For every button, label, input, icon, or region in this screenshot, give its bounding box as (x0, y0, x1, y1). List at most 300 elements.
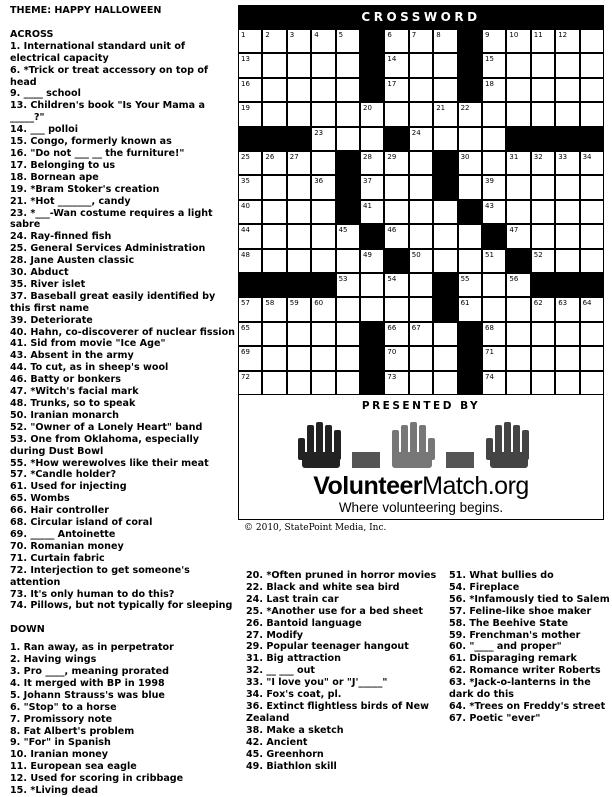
clue-item: 12. Used for scoring in cribbage (10, 773, 184, 785)
grid-cell[interactable] (506, 78, 530, 102)
grid-cell[interactable] (360, 297, 384, 321)
grid-block (238, 273, 262, 297)
cell-number: 66 (387, 323, 397, 332)
grid-block (458, 78, 482, 102)
cell-number: 65 (241, 323, 250, 332)
cell-number: 23 (314, 128, 324, 137)
cell-number: 63 (558, 299, 568, 308)
grid-cell[interactable] (287, 175, 311, 199)
grid-cell[interactable] (360, 273, 384, 297)
cell-number: 8 (436, 31, 441, 39)
grid-cell[interactable] (238, 249, 262, 273)
cell-number: 47 (509, 226, 519, 235)
clue-item: 42. Ancient (246, 736, 308, 748)
grid-cell[interactable] (311, 249, 335, 273)
clue-item: 49. Biathlon skill (246, 760, 337, 772)
grid-cell[interactable] (336, 249, 360, 273)
down-heading: DOWN (10, 624, 45, 636)
grid-cell[interactable] (531, 297, 555, 321)
grid-cell[interactable] (482, 127, 506, 151)
grid-cell[interactable] (555, 53, 579, 77)
grid-cell[interactable] (262, 151, 286, 175)
grid-cell[interactable] (580, 371, 604, 395)
grid-cell[interactable] (409, 151, 433, 175)
grid-cell[interactable] (433, 200, 457, 224)
grid-cell[interactable] (287, 249, 311, 273)
cell-number: 31 (509, 153, 519, 161)
grid-cell[interactable] (580, 151, 604, 175)
grid-cell[interactable] (262, 175, 286, 199)
grid-cell[interactable] (409, 249, 433, 273)
grid-cell[interactable] (555, 151, 579, 175)
grid-cell[interactable] (384, 273, 408, 297)
grid-cell[interactable] (458, 224, 482, 248)
cell-number: 69 (241, 348, 250, 357)
cell-number: 44 (241, 226, 250, 235)
down-clue-list-1 (10, 642, 236, 797)
grid-cell[interactable] (360, 127, 384, 151)
grid-block (458, 53, 482, 77)
clue-item: 73. It's only human to do this? (10, 588, 175, 600)
clue-item: 29. Popular teenager hangout (246, 641, 409, 653)
grid-cell[interactable] (506, 322, 530, 346)
cell-number: 3 (289, 31, 295, 39)
grid-cell[interactable] (531, 151, 555, 175)
grid-cell[interactable] (384, 297, 408, 321)
grid-cell[interactable] (384, 224, 408, 248)
grid-cell[interactable] (458, 102, 482, 126)
grid-cell[interactable] (506, 200, 530, 224)
grid-cell[interactable] (384, 346, 408, 370)
cell-number: 68 (485, 323, 494, 332)
grid-cell[interactable] (580, 249, 604, 273)
grid-cell[interactable] (384, 29, 408, 53)
grid-cell[interactable] (531, 249, 555, 273)
grid-cell[interactable] (262, 200, 286, 224)
grid-cell[interactable] (238, 78, 262, 102)
grid-cell[interactable] (433, 224, 457, 248)
grid-cell[interactable] (409, 53, 433, 77)
grid-cell[interactable] (580, 297, 604, 321)
grid-cell[interactable] (360, 249, 384, 273)
clue-item: 38. Make a sketch (246, 724, 344, 736)
grid-cell[interactable] (262, 224, 286, 248)
grid-cell[interactable] (482, 297, 506, 321)
cell-number: 73 (387, 372, 397, 381)
grid-cell[interactable] (311, 322, 335, 346)
grid-cell[interactable] (409, 200, 433, 224)
grid-cell[interactable] (506, 29, 530, 53)
grid-cell[interactable] (262, 78, 286, 102)
grid-block (458, 371, 482, 395)
grid-cell[interactable] (409, 29, 433, 53)
grid-cell[interactable] (458, 297, 482, 321)
cell-number: 70 (387, 348, 397, 357)
grid-cell[interactable] (482, 175, 506, 199)
cell-number: 29 (387, 153, 397, 161)
grid-cell[interactable] (238, 200, 262, 224)
grid-cell[interactable] (262, 346, 286, 370)
grid-cell[interactable] (555, 297, 579, 321)
grid-cell[interactable] (531, 78, 555, 102)
grid-cell[interactable] (287, 29, 311, 53)
clue-item: 61. Used for injecting (10, 481, 127, 493)
grid-cell[interactable] (384, 53, 408, 77)
down-clue-list-2 (246, 570, 446, 772)
clue-item: 52. "Owner of a Lonely Heart" band (10, 421, 203, 433)
grid-cell[interactable] (458, 273, 482, 297)
grid-cell[interactable] (311, 102, 335, 126)
grid-cell[interactable] (506, 297, 530, 321)
grid-cell[interactable] (555, 224, 579, 248)
clue-item: 13. Children's book "Is Your Mama a _____?" (10, 100, 205, 124)
grid-cell[interactable] (531, 53, 555, 77)
clue-item: 63. *Jack-o-lanterns in the dark do this (449, 677, 591, 701)
clue-item: 47. *Witch's facial mark (10, 386, 139, 398)
cell-number: 41 (363, 201, 372, 210)
grid-cell[interactable] (433, 78, 457, 102)
grid-block (336, 175, 360, 199)
grid-cell[interactable] (482, 249, 506, 273)
cell-number: 56 (509, 275, 519, 283)
across-clue-list (10, 41, 236, 613)
clue-item: 40. Hahn, co-discoverer of nuclear fission (10, 326, 235, 338)
clue-item: 9. ____ school (10, 88, 81, 100)
grid-cell[interactable] (433, 53, 457, 77)
clue-item: 65. Wombs (10, 493, 70, 505)
grid-cell[interactable] (506, 151, 530, 175)
grid-cell[interactable] (238, 102, 262, 126)
cell-number: 53 (338, 275, 348, 283)
grid-cell[interactable] (482, 102, 506, 126)
grid-cell[interactable] (531, 224, 555, 248)
grid-cell[interactable] (409, 78, 433, 102)
grid-cell[interactable] (384, 175, 408, 199)
cell-number: 22 (460, 104, 470, 113)
grid-cell[interactable] (287, 78, 311, 102)
grid-cell[interactable] (262, 371, 286, 395)
grid-cell[interactable] (531, 371, 555, 395)
clue-item: 3. Pro ____, meaning prorated (10, 666, 170, 678)
grid-cell[interactable] (336, 29, 360, 53)
clue-item: 17. Belonging to us (10, 159, 116, 171)
grid-cell[interactable] (262, 297, 286, 321)
grid-cell[interactable] (409, 273, 433, 297)
cell-number: 24 (411, 128, 421, 137)
cell-number: 26 (265, 153, 275, 161)
grid-cell[interactable] (311, 127, 335, 151)
cell-number: 72 (241, 372, 250, 381)
grid-cell[interactable] (336, 127, 360, 151)
grid-cell[interactable] (336, 53, 360, 77)
grid-cell[interactable] (262, 29, 286, 53)
clue-item: 6. *Trick or treat accessory on top of head (10, 64, 209, 88)
grid-cell[interactable] (238, 224, 262, 248)
clue-item: 32. __ ___ out (246, 665, 316, 677)
cell-number: 54 (387, 275, 397, 283)
grid-cell[interactable] (287, 53, 311, 77)
grid-cell[interactable] (384, 151, 408, 175)
clue-item: 25. General Services Administration (10, 243, 206, 255)
grid-cell[interactable] (580, 78, 604, 102)
grid-cell[interactable] (433, 371, 457, 395)
grid-cell[interactable] (262, 322, 286, 346)
grid-cell[interactable] (482, 53, 506, 77)
cell-number: 20 (363, 104, 372, 113)
clue-item: 15. *Living dead (10, 785, 99, 797)
grid-cell[interactable] (433, 249, 457, 273)
clue-item: 51. What bullies do (449, 570, 554, 581)
grid-cell[interactable] (580, 102, 604, 126)
grid-cell[interactable] (311, 200, 335, 224)
grid-cell[interactable] (311, 29, 335, 53)
grid-cell[interactable] (336, 346, 360, 370)
cell-number: 61 (460, 299, 470, 308)
grid-cell[interactable] (433, 127, 457, 151)
cell-number: 21 (436, 104, 446, 113)
grid-cell[interactable] (360, 151, 384, 175)
cell-number: 9 (485, 31, 490, 39)
grid-cell[interactable] (287, 151, 311, 175)
cell-number: 4 (314, 31, 319, 39)
grid-cell[interactable] (555, 200, 579, 224)
grid-cell[interactable] (506, 371, 530, 395)
grid-cell[interactable] (409, 322, 433, 346)
grid-cell[interactable] (384, 371, 408, 395)
grid-block (360, 371, 384, 395)
grid-cell[interactable] (311, 53, 335, 77)
grid-cell[interactable] (409, 102, 433, 126)
clue-item: 25. *Another use for a bed sheet (246, 605, 423, 617)
cell-number: 12 (558, 31, 568, 39)
grid-cell[interactable] (580, 175, 604, 199)
grid-cell[interactable] (458, 151, 482, 175)
grid-cell[interactable] (409, 346, 433, 370)
grid-block (531, 127, 555, 151)
grid-cell[interactable] (238, 151, 262, 175)
grid-cell[interactable] (555, 102, 579, 126)
cell-number: 51 (485, 250, 494, 259)
grid-cell[interactable] (336, 102, 360, 126)
grid-cell[interactable] (311, 78, 335, 102)
grid-cell[interactable] (384, 102, 408, 126)
grid-cell[interactable] (384, 322, 408, 346)
clue-item: 71. Curtain fabric (10, 552, 105, 564)
cell-number: 27 (289, 153, 299, 161)
grid-cell[interactable] (506, 346, 530, 370)
grid-cell[interactable] (238, 371, 262, 395)
grid-block (580, 127, 604, 151)
grid-cell[interactable] (336, 297, 360, 321)
grid-cell[interactable] (311, 224, 335, 248)
grid-cell[interactable] (531, 322, 555, 346)
cell-number: 14 (387, 55, 397, 64)
grid-block (506, 249, 530, 273)
grid-cell[interactable] (482, 200, 506, 224)
clue-item: 1. International standard unit of electrical capacity (10, 40, 186, 64)
grid-cell[interactable] (580, 200, 604, 224)
grid-cell[interactable] (360, 200, 384, 224)
cell-number: 67 (411, 323, 421, 332)
grid-cell[interactable] (506, 273, 530, 297)
grid-cell[interactable] (580, 322, 604, 346)
grid-block (384, 127, 408, 151)
grid-cell[interactable] (360, 175, 384, 199)
grid-cell[interactable] (555, 346, 579, 370)
clue-item: 54. Fireplace (449, 581, 520, 593)
grid-cell[interactable] (262, 249, 286, 273)
grid-cell[interactable] (384, 200, 408, 224)
grid-cell[interactable] (336, 322, 360, 346)
grid-cell[interactable] (531, 29, 555, 53)
clue-item: 19. *Bram Stoker's creation (10, 183, 160, 195)
cell-number: 17 (387, 79, 397, 88)
grid-block (433, 273, 457, 297)
grid-block (433, 175, 457, 199)
grid-cell[interactable] (336, 371, 360, 395)
grid-cell[interactable] (409, 175, 433, 199)
grid-cell[interactable] (311, 371, 335, 395)
grid-cell[interactable] (311, 151, 335, 175)
grid-cell[interactable] (482, 29, 506, 53)
grid-cell[interactable] (555, 29, 579, 53)
clue-item: 62. Romance writer Roberts (449, 665, 601, 677)
grid-cell[interactable] (482, 151, 506, 175)
cell-number: 2 (265, 31, 270, 39)
cell-number: 59 (289, 299, 299, 308)
grid-cell[interactable] (531, 175, 555, 199)
grid-cell[interactable] (458, 249, 482, 273)
grid-cell[interactable] (433, 346, 457, 370)
grid-cell[interactable] (555, 78, 579, 102)
grid-cell[interactable] (287, 322, 311, 346)
clue-item: 56. *Infamously tied to Salem (449, 593, 610, 605)
clue-item: 67. Poetic "ever" (449, 712, 541, 724)
grid-cell[interactable] (506, 175, 530, 199)
grid-block (433, 151, 457, 175)
grid-cell[interactable] (287, 346, 311, 370)
grid-cell[interactable] (311, 175, 335, 199)
grid-cell[interactable] (531, 102, 555, 126)
grid-cell[interactable] (287, 224, 311, 248)
clue-item: 45. Greenhorn (246, 748, 324, 760)
cell-number: 5 (338, 31, 344, 39)
grid-cell[interactable] (433, 29, 457, 53)
grid-cell[interactable] (336, 78, 360, 102)
cell-number: 7 (411, 31, 417, 39)
cell-number: 71 (485, 348, 494, 357)
grid-block (384, 249, 408, 273)
grid-cell[interactable] (555, 371, 579, 395)
grid-cell[interactable] (482, 273, 506, 297)
grid-cell[interactable] (238, 175, 262, 199)
clue-item: 30. Abduct (10, 267, 69, 279)
grid-cell[interactable] (336, 224, 360, 248)
clue-item: 2. Having wings (10, 654, 97, 666)
grid-cell[interactable] (287, 200, 311, 224)
grid-cell[interactable] (482, 78, 506, 102)
grid-block (482, 224, 506, 248)
clue-item: 57. *Candle holder? (10, 469, 117, 481)
grid-cell[interactable] (336, 273, 360, 297)
clue-item: 10. Iranian money (10, 749, 109, 761)
clue-item: 72. Interjection to get someone's attention (10, 564, 190, 588)
clue-item: 33. "I love you" or "J'_____" (246, 677, 388, 689)
grid-cell[interactable] (482, 346, 506, 370)
clue-item: 5. Johann Strauss's was blue (10, 689, 165, 701)
clue-item: 34. Fox's coat, pl. (246, 689, 342, 701)
grid-block (555, 127, 579, 151)
grid-cell[interactable] (384, 78, 408, 102)
grid-block (360, 29, 384, 53)
grid-cell[interactable] (506, 53, 530, 77)
grid-cell[interactable] (238, 346, 262, 370)
grid-cell[interactable] (580, 53, 604, 77)
grid-cell[interactable] (311, 346, 335, 370)
grid-cell[interactable] (262, 102, 286, 126)
clue-item: 44. To cut, as in sheep's wool (10, 362, 169, 374)
grid-block (262, 273, 286, 297)
grid-cell[interactable] (287, 102, 311, 126)
grid-cell[interactable] (531, 346, 555, 370)
grid-cell[interactable] (238, 29, 262, 53)
grid-cell[interactable] (433, 102, 457, 126)
grid-cell[interactable] (482, 371, 506, 395)
grid-block (458, 346, 482, 370)
cell-number: 62 (533, 299, 543, 308)
grid-cell[interactable] (555, 175, 579, 199)
grid-cell[interactable] (580, 29, 604, 53)
clue-item: 53. One from Oklahoma, especially during Dust Bowl (10, 433, 200, 457)
grid-cell[interactable] (555, 322, 579, 346)
cell-number: 30 (460, 153, 470, 161)
cell-number: 50 (411, 250, 421, 259)
grid-cell[interactable] (482, 322, 506, 346)
grid-cell[interactable] (458, 175, 482, 199)
grid-cell[interactable] (409, 127, 433, 151)
grid-cell[interactable] (360, 102, 384, 126)
grid-cell[interactable] (238, 53, 262, 77)
grid-cell[interactable] (580, 346, 604, 370)
grid-cell[interactable] (458, 127, 482, 151)
grid-cell[interactable] (311, 297, 335, 321)
grid-block (311, 273, 335, 297)
grid-cell[interactable] (555, 249, 579, 273)
grid-cell[interactable] (238, 297, 262, 321)
cell-number: 33 (558, 153, 568, 161)
grid-cell[interactable] (409, 297, 433, 321)
cell-number: 11 (533, 31, 543, 39)
clue-item: 61. Disparaging remark (449, 653, 577, 665)
clue-item: 66. Hair controller (10, 505, 110, 517)
grid-cell[interactable] (409, 371, 433, 395)
clue-item: 48. Trunks, so to speak (10, 398, 136, 409)
theme-heading: THEME: HAPPY HALLOWEEN (10, 5, 162, 16)
grid-cell[interactable] (531, 200, 555, 224)
grid-cell[interactable] (433, 322, 457, 346)
grid-cell[interactable] (506, 224, 530, 248)
logo-wordmark-part2: Match.org (422, 472, 529, 500)
grid-cell[interactable] (287, 297, 311, 321)
grid-cell[interactable] (409, 224, 433, 248)
cell-number: 37 (363, 177, 372, 186)
grid-cell[interactable] (287, 371, 311, 395)
grid-block (238, 127, 262, 151)
grid-cell[interactable] (238, 322, 262, 346)
grid-cell[interactable] (580, 224, 604, 248)
grid-cell[interactable] (506, 102, 530, 126)
grid-cell[interactable] (262, 53, 286, 77)
